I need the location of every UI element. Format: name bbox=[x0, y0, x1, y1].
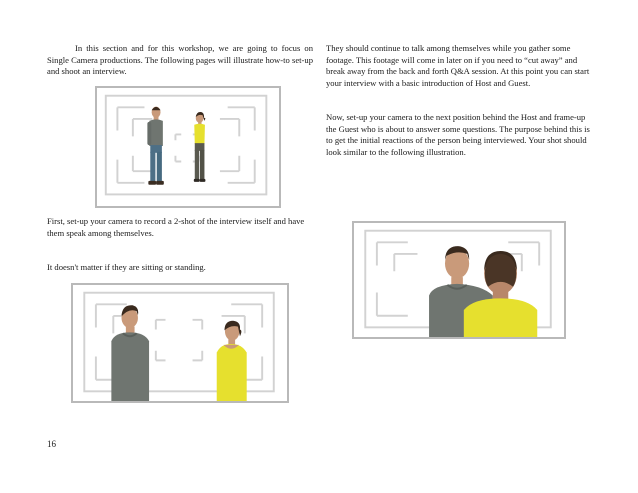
page-number: 16 bbox=[47, 439, 56, 449]
two-shot-illustration bbox=[71, 283, 289, 403]
over-shoulder-icon bbox=[354, 223, 564, 337]
figures-standing-icon bbox=[97, 88, 279, 206]
reaction-shot-paragraph: Now, set-up your camera to the next position behind the Host and frame-up the Guest who is about to answer some questions. The purpose behind this is to get the initial reactions of the person being interviewed. Your shot should look similar to the following illustration. bbox=[326, 112, 590, 157]
wide-shot-illustration bbox=[95, 86, 281, 208]
figures-medium-shot-icon bbox=[73, 285, 287, 401]
sitting-standing-note: It doesn't matter if they are sitting or standing. bbox=[47, 262, 206, 272]
cutaway-paragraph: They should continue to talk among themselves while you gather some footage. This footage will come in later on if you need to “cut away” and break away from the back and forth Q&A session. At this point you can start your interview with a basic introduction of Host and Guest. bbox=[326, 43, 590, 88]
intro-paragraph: In this section and for this workshop, we are going to focus on Single Camera productions. The following pages will illustrate how-to set-up and shoot an interview. bbox=[47, 43, 313, 77]
setup-paragraph: First, set-up your camera to record a 2-shot of the interview itself and have them speak among themselves. bbox=[47, 216, 305, 238]
over-shoulder-illustration bbox=[352, 221, 566, 339]
